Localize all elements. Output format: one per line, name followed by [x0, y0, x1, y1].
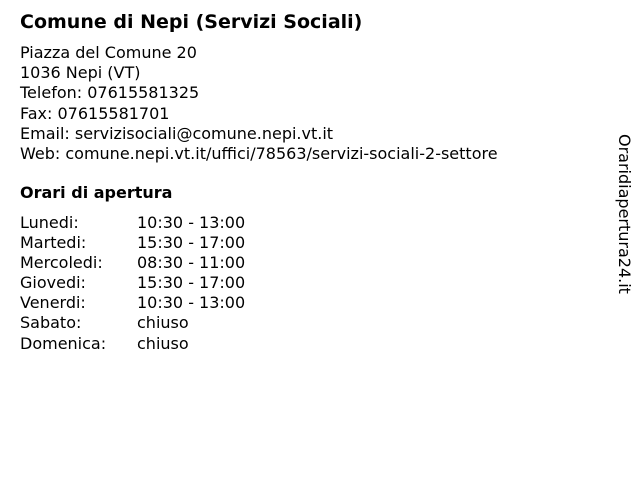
day-label: Giovedi: — [20, 273, 86, 293]
phone-text: Telefon: 07615581325 — [20, 83, 200, 103]
opening-hours-heading: Orari di apertura — [20, 183, 173, 202]
page-title: Comune di Nepi (Servizi Sociali) — [20, 11, 363, 33]
day-label: Domenica: — [20, 333, 107, 353]
time-value: 10:30 - 13:00 — [137, 293, 246, 313]
day-label: Martedi: — [20, 233, 87, 253]
day-label: Lunedi: — [20, 213, 79, 232]
contact-block — [20, 43, 498, 164]
time-value: 15:30 - 17:00 — [137, 273, 246, 293]
address-city: 1036 Nepi (VT) — [20, 63, 141, 83]
time-value: chiuso — [137, 333, 189, 353]
address-street: Piazza del Comune 20 — [20, 43, 197, 62]
day-label: Sabato: — [20, 313, 82, 333]
day-label: Venerdi: — [20, 293, 86, 313]
web-text: Web: comune.nepi.vt.it/uffici/78563/servizi-sociali-2-settore — [20, 144, 498, 164]
time-value: chiuso — [137, 313, 189, 333]
watermark-text: Oraridiapertura24.it — [615, 134, 634, 294]
time-value: 10:30 - 13:00 — [137, 213, 246, 232]
site-watermark — [610, 134, 638, 310]
time-value: 15:30 - 17:00 — [137, 233, 246, 253]
time-value: 08:30 - 11:00 — [137, 253, 246, 273]
email-text: Email: servizisociali@comune.nepi.vt.it — [20, 123, 334, 143]
day-label: Mercoledi: — [20, 253, 103, 273]
fax-text: Fax: 07615581701 — [20, 103, 170, 123]
